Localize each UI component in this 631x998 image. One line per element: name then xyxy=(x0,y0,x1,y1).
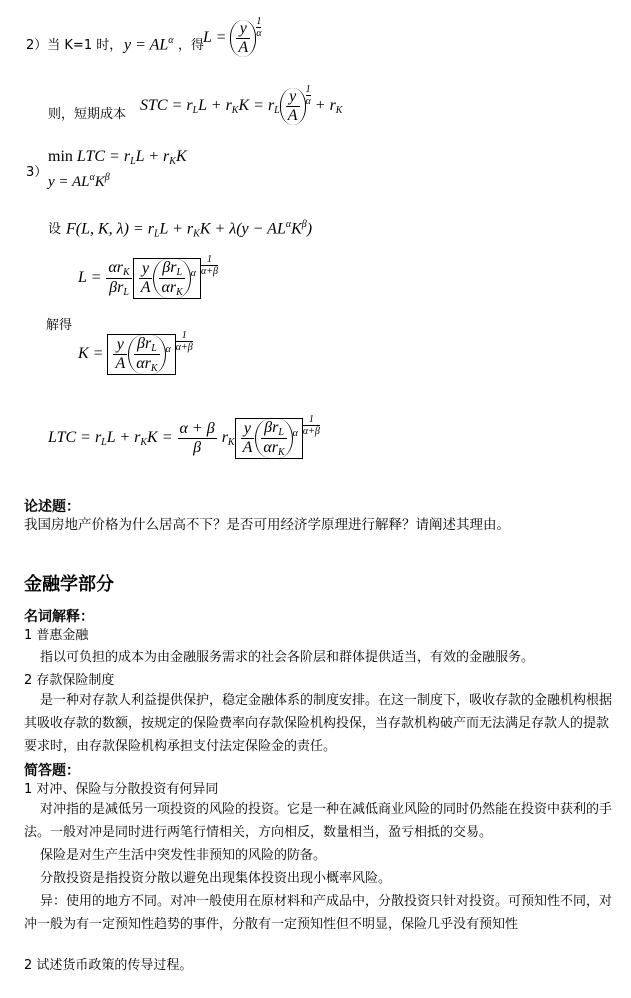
term2-body: 是一种对存款人利益提供保护，稳定金融体系的制度安排。在这一制度下，吸收存款的金融机构根据其吸收存款的数额，按规定的保险费率向存款保险机构投保，当存款机构破产而无法满足存款人的提款要求时，由存款保险机构承担支付法定保险金的责任。 xyxy=(24,693,613,754)
LTC-formula: LTC = $r_LL + r_KK$ = $\frac{\alpha + \beta}{\beta}$ $r_K$ $\frac{y}{A}$ $\frac{\beta r_L}{\alpha r_K}$ $^\alpha$ $\frac{1}{\alpha+\beta}$ xyxy=(48,414,320,458)
lagrangian: F(L, K, $\lambda) = r_LL + r_KK + \lambda(y - AL^\alpha K^\beta)$ xyxy=(66,219,313,240)
short-answer-heading: 简答题： xyxy=(24,763,80,779)
term1-title: 1 普惠金融 xyxy=(24,628,89,643)
lagrange-label: 设 xyxy=(48,222,62,237)
essay-question: 我国房地产价格为什么居高不下？是否可用经济学原理进行解释？请阐述其理由。 xyxy=(24,517,510,533)
part2-condition xyxy=(26,38,122,54)
finance-section-title: 金融学部分 xyxy=(24,574,114,595)
production-function: $y = AL^\alpha$ xyxy=(124,35,174,54)
terms-heading: 名词解释： xyxy=(24,609,94,625)
term2-title: 2 存款保险制度 xyxy=(24,673,115,688)
constraint: $y = AL^\alpha K^\beta$ xyxy=(48,172,110,190)
K-star: K = $\frac{y}{A}$ $\frac{\beta r_L}{\alpha r_K}$ $^\alpha$ $\frac{1}{\alpha+\beta}$ xyxy=(78,330,193,374)
part3-label: 3） xyxy=(26,165,48,180)
part2-label: 2）当 K=1 时， xyxy=(26,38,123,53)
L-star: L = $\frac{\alpha r_K}{\beta r_L}$ $\frac{y}{A}$ $\frac{\beta r_L}{\alpha r_K}$ $^\alpha$ $\frac{1}{\alpha+\beta}$ xyxy=(78,254,219,298)
q1-paragraph-3: 分散投资是指投资分散以避免出现集体投资出现小概率风险。 xyxy=(40,871,392,886)
min-ltc: min LTC = $r_LL + r_KK$ xyxy=(48,148,187,167)
L-solution: L = $\frac{y}{A}$ $\frac{1}{\alpha}$ xyxy=(203,16,262,56)
part2-comma: ，得 xyxy=(178,38,205,53)
q1-paragraph-4: 异：使用的地方不同。对冲一般使用在原材料和产成品中，分散投资只针对投资。可预知性不同，对冲一般为有一定预知性趋势的事件，分散有一定预知性但不明显，保险几乎没有预知性 xyxy=(24,894,613,932)
q1-title: 1 对冲、保险与分散投资有何异同 xyxy=(24,782,219,797)
q2-title: 2 试述货币政策的传导过程。 xyxy=(24,958,193,973)
term1-body: 指以可负担的成本为由金融服务需求的社会各阶层和群体提供适当，有效的金融服务。 xyxy=(40,650,535,665)
short-run-cost-label: 则，短期成本 xyxy=(48,107,127,122)
q1-paragraph-1: 对冲指的是减低另一项投资的风险的投资。它是一种在减低商业风险的同时仍然能在投资中获利的手法。一般对冲是同时进行两笔行情相关，方向相反，数量相当，盈亏相抵的交易。 xyxy=(24,802,613,840)
essay-heading: 论述题： xyxy=(24,499,80,515)
q1-paragraph-2: 保险是对生产生活中突发性非预知的风险的防备。 xyxy=(40,848,327,863)
short-run-cost-formula: STC = $r_LL + r_KK = r_L$ $\frac{y}{A}$ $\frac{1}{\alpha}$ + $r_K$ xyxy=(140,84,343,124)
solve-label: 解得 xyxy=(46,318,73,333)
